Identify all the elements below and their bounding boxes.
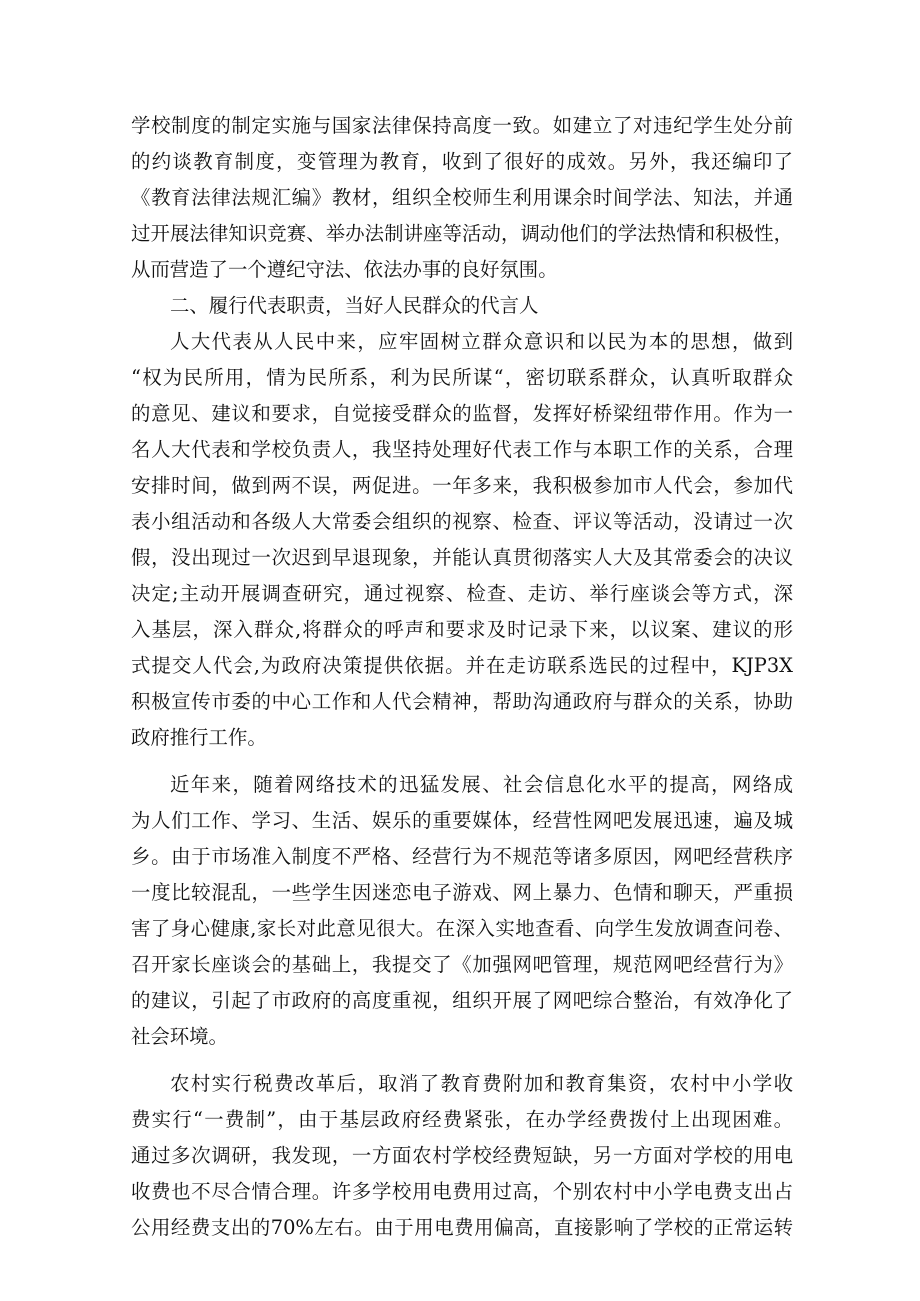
section-heading	[131, 288, 793, 324]
document-body	[131, 108, 793, 1246]
text-line: 安排时间，做到两不误，两促进。一年多来，我积极参加市人代会，参加代	[131, 474, 793, 497]
paragraph-internet-cafe	[131, 767, 793, 1055]
paragraph-representative-duties	[131, 324, 793, 756]
text-line: 召开家长座谈会的基础上，我提交了《加强网吧管理，规范网吧经营行为》	[131, 953, 793, 976]
text-line: 害了身心健康,家长对此意见很大。在深入实地查看、向学生发放调查问卷、	[131, 917, 793, 940]
text-line: 积极宣传市委的中心工作和人代会精神，帮助沟通政府与群众的关系，协助	[131, 690, 793, 713]
text-line: 政府推行工作。	[131, 726, 267, 749]
text-line: 式提交人代会,为政府决策提供依据。并在走访联系选民的过程中，KJP3X	[131, 654, 793, 677]
section-heading-text: 二、履行代表职责，当好人民群众的代言人	[170, 294, 539, 317]
text-line: “权为民所用，情为民所系，利为民所谋“，密切联系群众，认真听取群众	[131, 366, 793, 389]
paragraph-gap	[131, 1055, 793, 1066]
text-line: 费实行“一费制”，由于基层政府经费紧张，在办学经费拨付上出现困难。	[131, 1108, 793, 1131]
text-line: 《教育法律法规汇编》教材，组织全校师生利用课余时间学法、知法，并通	[131, 186, 793, 209]
paragraph-school-rules	[131, 108, 793, 288]
text-line: 名人大代表和学校负责人，我坚持处理好代表工作与本职工作的关系，合理	[131, 438, 793, 461]
text-line: 通过多次调研，我发现，一方面农村学校经费短缺，另一方面对学校的用电	[131, 1144, 793, 1167]
text-line: 一度比较混乱，一些学生因迷恋电子游戏、网上暴力、色情和聊天，严重损	[131, 881, 793, 904]
text-line: 过开展法律知识竞赛、举办法制讲座等活动，调动他们的学法热情和积极性，	[131, 222, 793, 245]
text-line: 假，没出现过一次迟到早退现象，并能认真贯彻落实人大及其常委会的决议	[131, 546, 793, 569]
text-line: 为人们工作、学习、生活、娱乐的重要媒体，经营性网吧发展迅速，遍及城	[131, 809, 793, 832]
text-line: 从而营造了一个遵纪守法、依法办事的良好氛围。	[131, 258, 558, 281]
text-line: 决定;主动开展调查研究，通过视察、检查、走访、举行座谈会等方式，深	[131, 582, 793, 605]
text-line: 的约谈教育制度，变管理为教育，收到了很好的成效。另外，我还编印了	[131, 150, 793, 173]
paragraph-gap	[131, 756, 793, 767]
text-line: 的建议，引起了市政府的高度重视，组织开展了网吧综合整治，有效净化了	[131, 989, 793, 1012]
text-line: 农村实行税费改革后，取消了教育费附加和教育集资，农村中小学收	[170, 1072, 793, 1095]
text-line: 人大代表从人民中来，应牢固树立群众意识和以民为本的思想，做到	[170, 330, 793, 353]
text-line: 的意见、建议和要求，自觉接受群众的监督，发挥好桥梁纽带作用。作为一	[131, 402, 793, 425]
text-line: 乡。由于市场准入制度不严格、经营行为不规范等诸多原因，网吧经营秩序	[131, 845, 793, 868]
text-line: 公用经费支出的70%左右。由于用电费用偏高，直接影响了学校的正常运转	[131, 1216, 793, 1239]
text-line: 社会环境。	[131, 1025, 228, 1048]
paragraph-rural-schools	[131, 1066, 793, 1246]
text-line: 入基层，深入群众,将群众的呼声和要求及时记录下来，以议案、建议的形	[131, 618, 793, 641]
text-line: 近年来，随着网络技术的迅猛发展、社会信息化水平的提高，网络成	[170, 773, 793, 796]
text-line: 学校制度的制定实施与国家法律保持高度一致。如建立了对违纪学生处分前	[131, 114, 793, 137]
text-line: 收费也不尽合情合理。许多学校用电费用过高，个别农村中小学电费支出占	[131, 1180, 793, 1203]
text-line: 表小组活动和各级人大常委会组织的视察、检查、评议等活动，没请过一次	[131, 510, 793, 533]
